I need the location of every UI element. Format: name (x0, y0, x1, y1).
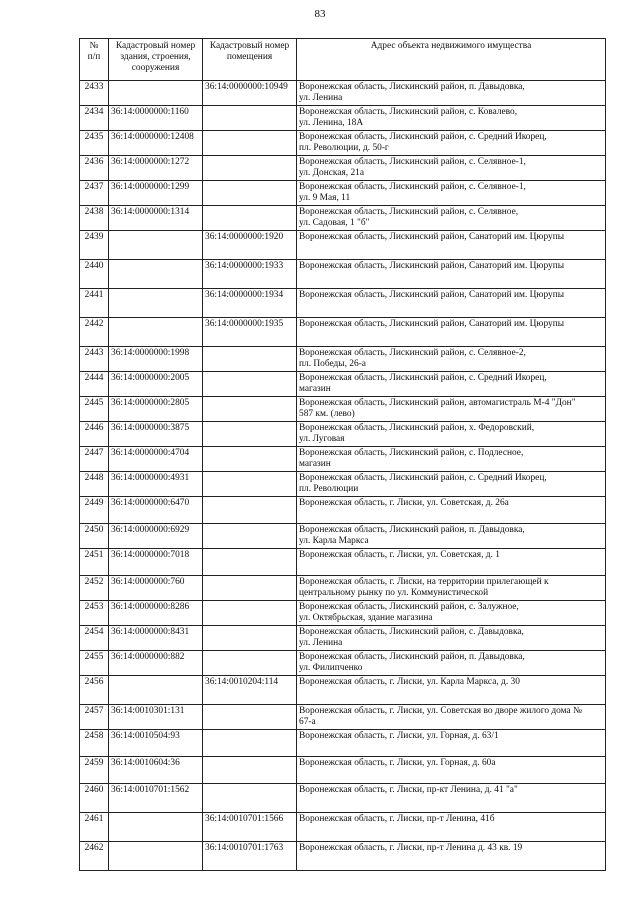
cell-building-cadastral (109, 260, 203, 289)
cell-num: 2454 (80, 626, 109, 651)
cell-premise-cadastral: 36:14:0010701:1763 (203, 842, 297, 871)
table-row (80, 231, 606, 260)
cell-address: Воронежская область, Лискинский район, с. Ковалево, ул. Ленина, 18А (297, 106, 606, 131)
cell-building-cadastral (109, 676, 203, 705)
cell-address: Воронежская область, Лискинский район, Санаторий им. Цюрупы (297, 260, 606, 289)
cell-num: 2461 (80, 813, 109, 842)
cell-building-cadastral: 36:14:0000000:6929 (109, 524, 203, 549)
cell-address: Воронежская область, Лискинский район, с. Селявное-2, пл. Победы, 26-а (297, 347, 606, 372)
cell-building-cadastral: 36:14:0000000:8431 (109, 626, 203, 651)
cell-num: 2436 (80, 156, 109, 181)
cell-num: 2445 (80, 397, 109, 422)
cell-premise-cadastral (203, 397, 297, 422)
cell-premise-cadastral (203, 472, 297, 497)
cell-building-cadastral (109, 318, 203, 347)
cell-building-cadastral (109, 842, 203, 871)
cell-num: 2441 (80, 289, 109, 318)
cell-address: Воронежская область, г. Лиски, ул. Горная, д. 63/1 (297, 730, 606, 757)
cell-building-cadastral: 36:14:0010604:36 (109, 757, 203, 784)
cell-address: Воронежская область, г. Лиски, пр-кт Ленина, д. 41 "а" (297, 784, 606, 813)
table-row (80, 289, 606, 318)
cell-building-cadastral: 36:14:0000000:7018 (109, 549, 203, 576)
cell-num: 2459 (80, 757, 109, 784)
cell-building-cadastral (109, 231, 203, 260)
cell-num: 2446 (80, 422, 109, 447)
cell-address: Воронежская область, Лискинский район, с. Селявное-1, ул. Донская, 21а (297, 156, 606, 181)
cell-premise-cadastral (203, 347, 297, 372)
cell-address: Воронежская область, Лискинский район, п. Давыдовка, ул. Карла Маркса (297, 524, 606, 549)
cell-premise-cadastral (203, 549, 297, 576)
cell-building-cadastral: 36:14:0000000:1272 (109, 156, 203, 181)
cell-address: Воронежская область, Лискинский район, с. Селявное-1, ул. 9 Мая, 11 (297, 181, 606, 206)
cell-address: Воронежская область, Лискинский район, Санаторий им. Цюрупы (297, 318, 606, 347)
cell-premise-cadastral: 36:14:0000000:1920 (203, 231, 297, 260)
cell-address: Воронежская область, г. Лиски, пр-т Ленина, 41б (297, 813, 606, 842)
cell-num: 2438 (80, 206, 109, 231)
cell-premise-cadastral (203, 181, 297, 206)
table-row (80, 260, 606, 289)
table-row (80, 549, 606, 576)
cell-num: 2457 (80, 705, 109, 730)
cell-building-cadastral (109, 289, 203, 318)
cell-premise-cadastral (203, 206, 297, 231)
table-row (80, 784, 606, 813)
cell-num: 2437 (80, 181, 109, 206)
cell-address: Воронежская область, г. Лиски, ул. Горная, д. 60а (297, 757, 606, 784)
cell-premise-cadastral (203, 626, 297, 651)
table-row (80, 705, 606, 730)
cell-address: Воронежская область, Лискинский район, с. Средний Икорец, пл. Революции, д. 50-г (297, 131, 606, 156)
cell-building-cadastral (109, 813, 203, 842)
cell-num: 2435 (80, 131, 109, 156)
table-row (80, 842, 606, 871)
cell-building-cadastral: 36:14:0000000:4704 (109, 447, 203, 472)
header-premise-cadastral: Кадастровый номер помещения (203, 39, 297, 81)
cell-building-cadastral (109, 81, 203, 106)
cell-num: 2449 (80, 497, 109, 524)
cell-building-cadastral: 36:14:0000000:12408 (109, 131, 203, 156)
cell-premise-cadastral (203, 601, 297, 626)
cell-num: 2451 (80, 549, 109, 576)
cell-address: Воронежская область, г. Лиски, ул. Советская во дворе жилого дома № 67-а (297, 705, 606, 730)
table-row (80, 131, 606, 156)
table-row (80, 397, 606, 422)
cell-premise-cadastral (203, 705, 297, 730)
table-row (80, 156, 606, 181)
cell-premise-cadastral (203, 422, 297, 447)
cell-building-cadastral: 36:14:0000000:2005 (109, 372, 203, 397)
cell-num: 2442 (80, 318, 109, 347)
table-row (80, 206, 606, 231)
cell-building-cadastral: 36:14:0000000:760 (109, 576, 203, 601)
table-row (80, 181, 606, 206)
cell-building-cadastral: 36:14:0000000:1160 (109, 106, 203, 131)
cell-num: 2452 (80, 576, 109, 601)
table-row (80, 676, 606, 705)
cell-premise-cadastral (203, 106, 297, 131)
header-num: № п/п (80, 39, 109, 81)
table-row (80, 422, 606, 447)
table-row (80, 106, 606, 131)
cell-building-cadastral: 36:14:0010701:1562 (109, 784, 203, 813)
cell-premise-cadastral (203, 497, 297, 524)
cell-num: 2448 (80, 472, 109, 497)
cell-building-cadastral: 36:14:0000000:1299 (109, 181, 203, 206)
table-row (80, 757, 606, 784)
table-row (80, 651, 606, 676)
cell-building-cadastral: 36:14:0000000:1998 (109, 347, 203, 372)
cell-premise-cadastral: 36:14:0000000:1933 (203, 260, 297, 289)
cell-premise-cadastral (203, 757, 297, 784)
cell-address: Воронежская область, г. Лиски, пр-т Ленина д. 43 кв. 19 (297, 842, 606, 871)
cell-address: Воронежская область, Лискинский район, с. Подлесное, магазин (297, 447, 606, 472)
cell-premise-cadastral: 36:14:0000000:10949 (203, 81, 297, 106)
cell-num: 2439 (80, 231, 109, 260)
cell-num: 2458 (80, 730, 109, 757)
cell-premise-cadastral (203, 524, 297, 549)
cell-building-cadastral: 36:14:0010301:131 (109, 705, 203, 730)
table-row (80, 81, 606, 106)
cell-premise-cadastral (203, 447, 297, 472)
table-row (80, 813, 606, 842)
cell-premise-cadastral (203, 576, 297, 601)
cell-premise-cadastral (203, 730, 297, 757)
cell-address: Воронежская область, Лискинский район, с. Залужное, ул. Октябрьская, здание магазина (297, 601, 606, 626)
cell-num: 2455 (80, 651, 109, 676)
cell-num: 2444 (80, 372, 109, 397)
cell-address: Воронежская область, Лискинский район, п. Давыдовка, ул. Ленина (297, 81, 606, 106)
cell-address: Воронежская область, Лискинский район, автомагистраль М-4 "Дон" 587 км. (лево) (297, 397, 606, 422)
cell-building-cadastral: 36:14:0000000:6470 (109, 497, 203, 524)
table-row (80, 524, 606, 549)
cell-address: Воронежская область, Лискинский район, с. Средний Икорец, пл. Революции (297, 472, 606, 497)
table-row (80, 447, 606, 472)
table-row (80, 372, 606, 397)
cell-num: 2433 (80, 81, 109, 106)
cell-premise-cadastral: 36:14:0000000:1934 (203, 289, 297, 318)
cell-num: 2462 (80, 842, 109, 871)
cell-building-cadastral: 36:14:0000000:4931 (109, 472, 203, 497)
cell-premise-cadastral (203, 372, 297, 397)
cell-building-cadastral: 36:14:0000000:882 (109, 651, 203, 676)
table-row (80, 601, 606, 626)
cell-address: Воронежская область, г. Лиски, ул. Карла Маркса, д. 30 (297, 676, 606, 705)
cell-building-cadastral: 36:14:0000000:3875 (109, 422, 203, 447)
table-row (80, 576, 606, 601)
cell-address: Воронежская область, г. Лиски, на территории прилегающей к центральному рынку по ул. Коммунистической (297, 576, 606, 601)
cell-num: 2460 (80, 784, 109, 813)
cell-num: 2443 (80, 347, 109, 372)
table-row (80, 626, 606, 651)
cell-address: Воронежская область, Лискинский район, с. Средний Икорец, магазин (297, 372, 606, 397)
table-row (80, 472, 606, 497)
cell-address: Воронежская область, Лискинский район, с. Селявное, ул. Садовая, 1 "б" (297, 206, 606, 231)
cell-address: Воронежская область, г. Лиски, ул. Советская, д. 26а (297, 497, 606, 524)
cell-address: Воронежская область, Лискинский район, Санаторий им. Цюрупы (297, 289, 606, 318)
cell-num: 2450 (80, 524, 109, 549)
cell-premise-cadastral (203, 651, 297, 676)
cell-num: 2434 (80, 106, 109, 131)
table-row (80, 497, 606, 524)
cell-premise-cadastral: 36:14:0010701:1566 (203, 813, 297, 842)
header-address: Адрес объекта недвижимого имущества (297, 39, 606, 81)
cell-address: Воронежская область, г. Лиски, ул. Советская, д. 1 (297, 549, 606, 576)
cell-building-cadastral: 36:14:0000000:2805 (109, 397, 203, 422)
table-row (80, 318, 606, 347)
page-number: 83 (314, 8, 326, 20)
cell-address: Воронежская область, Лискинский район, с. Давыдовка, ул. Ленина (297, 626, 606, 651)
cell-num: 2440 (80, 260, 109, 289)
cell-premise-cadastral: 36:14:0000000:1935 (203, 318, 297, 347)
cell-address: Воронежская область, Лискинский район, п. Давыдовка, ул. Филипченко (297, 651, 606, 676)
cell-address: Воронежская область, Лискинский район, Санаторий им. Цюрупы (297, 231, 606, 260)
cell-premise-cadastral (203, 131, 297, 156)
cell-address: Воронежская область, Лискинский район, х. Федоровский, ул. Луговая (297, 422, 606, 447)
header-building-cadastral: Кадастровый номер здания, строения, сооружения (109, 39, 203, 81)
cell-building-cadastral: 36:14:0000000:8286 (109, 601, 203, 626)
table-row (80, 730, 606, 757)
cell-premise-cadastral: 36:14:0010204:114 (203, 676, 297, 705)
table-header-row (80, 39, 606, 81)
table-row (80, 347, 606, 372)
cell-premise-cadastral (203, 784, 297, 813)
cell-num: 2456 (80, 676, 109, 705)
registry-table (79, 38, 606, 871)
cell-building-cadastral: 36:14:0010504:93 (109, 730, 203, 757)
cell-building-cadastral: 36:14:0000000:1314 (109, 206, 203, 231)
cell-num: 2447 (80, 447, 109, 472)
cell-num: 2453 (80, 601, 109, 626)
cell-premise-cadastral (203, 156, 297, 181)
